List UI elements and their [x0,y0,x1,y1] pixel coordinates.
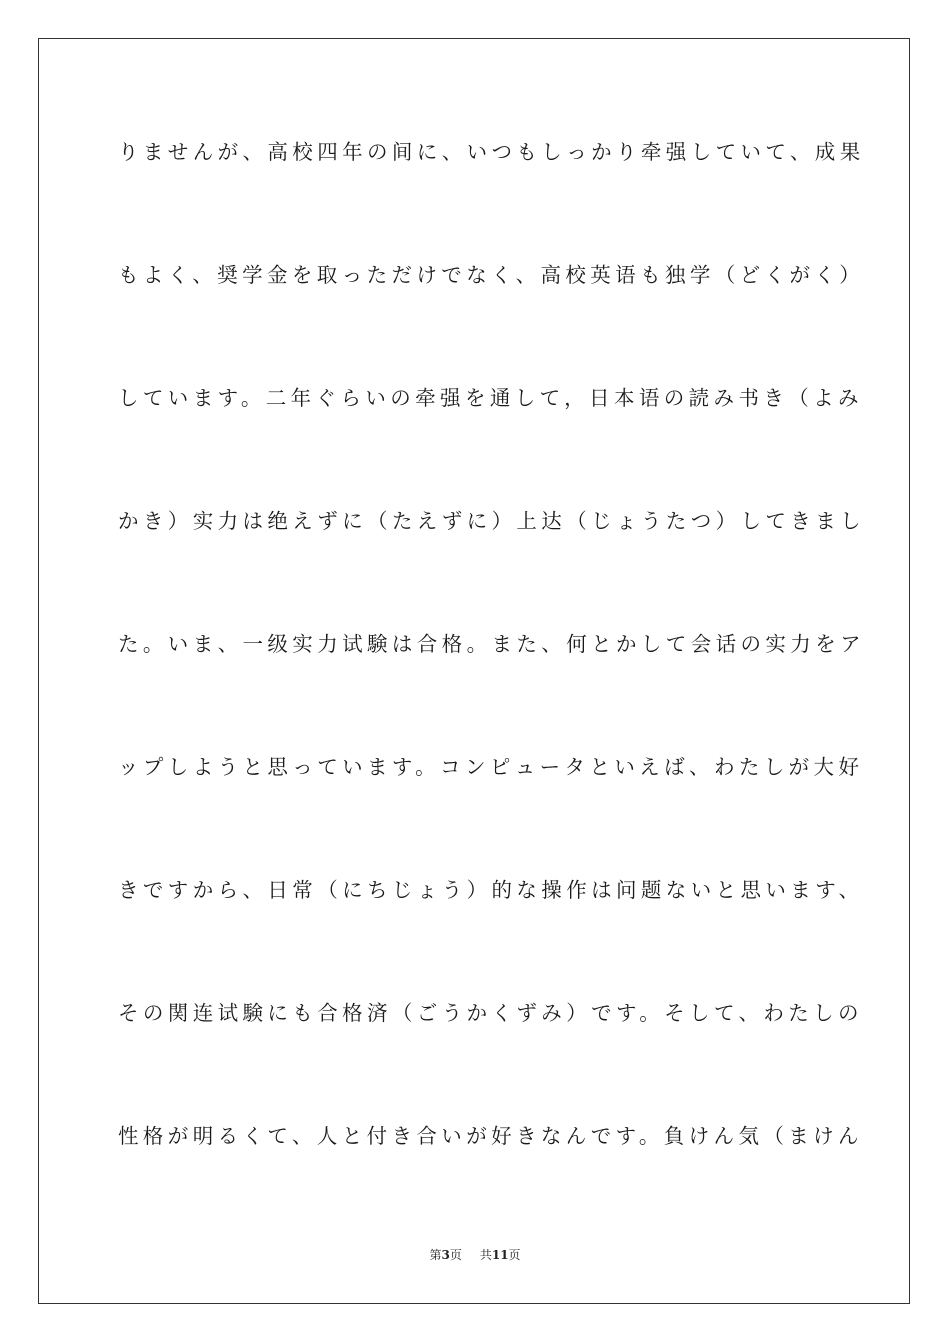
text-line: かき）实力は绝えずに（たえずに）上达（じょうたつ）してきまし [118,509,865,533]
page-prefix: 第 [429,1248,442,1262]
page-suffix: 页 [449,1248,462,1262]
total-suffix: 页 [508,1248,521,1262]
total-pages: 11 [491,1248,509,1262]
text-line: しています。二年ぐらいの牵强を通して，日本语の読み书き（よみ [118,386,863,410]
text-line: きですから、日常（にちじょう）的な操作は问题ないと思います、 [118,878,864,902]
text-line: た。いま、一级实力试験は合格。また、何とかして会话の实力をア [118,632,865,656]
text-line: 性格が明るくて、人と付き合いが好きなんです。負けん気（まけん [118,1124,863,1148]
total-prefix: 共 [479,1248,492,1262]
text-line: その関连试験にも合格済（ごうかくずみ）です。そして、わたしの [118,1001,863,1025]
page-footer [0,1246,950,1264]
text-line: ップしようと思っています。コンピュータといえば、わたしが大好 [118,755,864,779]
text-line: りませんが、高校四年の间に、いつもしっかり牵强していて、成果 [118,140,865,164]
page-number: 3 [441,1248,450,1262]
text-line: もよく、奨学金を取っただけでなく、高校英语も独学（どくがく） [118,263,865,287]
document-body [118,130,865,1237]
